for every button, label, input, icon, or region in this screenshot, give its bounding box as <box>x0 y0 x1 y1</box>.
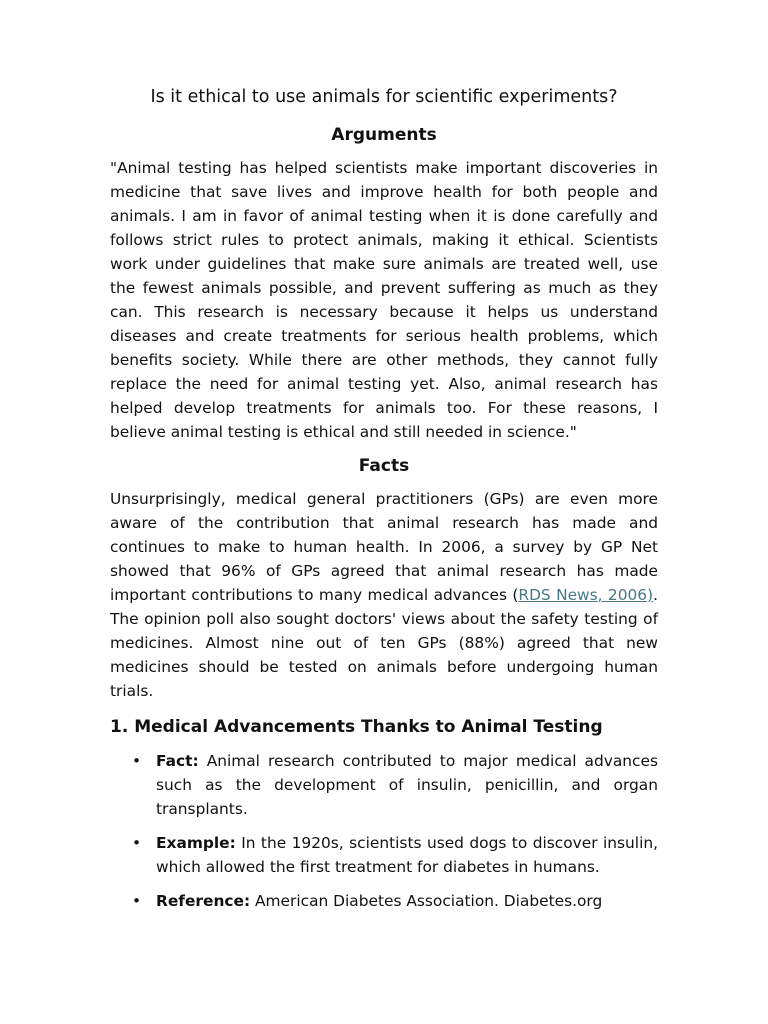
item-label: Fact: <box>156 752 199 770</box>
facts-heading: Facts <box>358 456 410 476</box>
bullet-icon: • <box>132 834 142 852</box>
section-1-heading: 1. Medical Advancements Thanks to Animal Testing <box>110 717 603 737</box>
facts-paragraph <box>110 487 658 703</box>
item-text: American Diabetes Association. Diabetes.org <box>250 892 603 910</box>
item-label: Example: <box>156 834 236 852</box>
item-label: Reference: <box>156 892 251 910</box>
list-item-reference <box>132 889 658 913</box>
arguments-paragraph: "Animal testing has helped scientists make important discoveries in medicine that save lives and improve health for both people and animals. I am in favor of animal testing when it is done carefully and follows strict rules to protect animals, making it ethical. Scientists work under guidelines that make sure animals are treated well, use the fewest animals possible, and prevent suffering as much as they can. This research is necessary because it helps us understand diseases and create treatments for serious health problems, which benefits society. While there are other methods, they cannot fully replace the need for animal testing yet. Also, animal research has helped develop treatments for animals too. For these reasons, I believe animal testing is ethical and still needed in science." <box>110 159 658 441</box>
bullet-icon: • <box>132 892 142 910</box>
rds-news-link[interactable]: RDS News, 2006) <box>518 586 654 604</box>
arguments-heading: Arguments <box>331 125 437 145</box>
facts-text-before: Unsurprisingly, medical general practitioners (GPs) are even more aware of the contribution that animal research has made and continues to make to human health. In 2006, a survey by GP Net showed that 96% of GPs agreed that animal research has made important contributions to many medical advances ( <box>110 490 658 604</box>
item-text: Animal research contributed to major medical advances such as the development of insulin, penicillin, and organ transplants. <box>156 752 658 818</box>
section-1-list <box>110 749 658 913</box>
list-item-example <box>132 831 658 879</box>
page-title: Is it ethical to use animals for scientific experiments? <box>150 87 618 107</box>
list-item-fact <box>132 749 658 821</box>
item-text: In the 1920s, scientists used dogs to discover insulin, which allowed the first treatment for diabetes in humans. <box>156 834 658 876</box>
bullet-icon: • <box>132 752 142 770</box>
facts-text-after: . The opinion poll also sought doctors' views about the safety testing of medicines. Almost nine out of ten GPs (88%) agreed that new medicines should be tested on animals before undergoing human trials. <box>110 586 658 700</box>
